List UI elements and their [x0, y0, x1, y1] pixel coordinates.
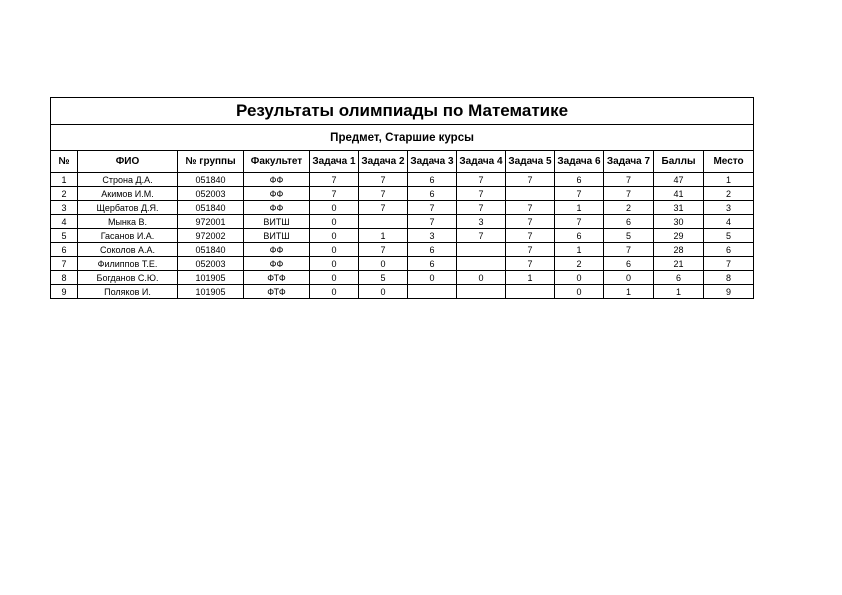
- table-header-row: [51, 151, 754, 173]
- cell-col-score: 21: [654, 257, 704, 271]
- cell-col-task-3: 6: [408, 173, 457, 187]
- cell-col-faculty: ФФ: [244, 173, 310, 187]
- cell-col-task-1: 0: [310, 243, 359, 257]
- cell-col-task-3: [408, 285, 457, 299]
- cell-col-task-6: 0: [555, 271, 604, 285]
- cell-col-task-1: 0: [310, 201, 359, 215]
- cell-col-task-4: 7: [457, 173, 506, 187]
- cell-col-score: 28: [654, 243, 704, 257]
- cell-col-task-6: 1: [555, 243, 604, 257]
- cell-col-task-2: [359, 215, 408, 229]
- cell-col-score: 30: [654, 215, 704, 229]
- header-col-place: Место: [704, 151, 754, 173]
- cell-col-task-1: 0: [310, 229, 359, 243]
- cell-col-task-6: 7: [555, 215, 604, 229]
- cell-col-place: 3: [704, 201, 754, 215]
- cell-col-task-6: 6: [555, 229, 604, 243]
- cell-col-task-5: 7: [506, 243, 555, 257]
- cell-col-name: Мынка В.: [78, 215, 178, 229]
- cell-col-place: 2: [704, 187, 754, 201]
- cell-col-group: 051840: [178, 173, 244, 187]
- table-row: [51, 285, 754, 299]
- cell-col-place: 1: [704, 173, 754, 187]
- cell-col-faculty: ФФ: [244, 201, 310, 215]
- cell-col-name: Гасанов И.А.: [78, 229, 178, 243]
- cell-col-task-2: 7: [359, 173, 408, 187]
- cell-col-task-2: 7: [359, 201, 408, 215]
- cell-col-task-5: 7: [506, 215, 555, 229]
- header-col-name: ФИО: [78, 151, 178, 173]
- cell-col-task-2: 1: [359, 229, 408, 243]
- cell-col-task-4: 3: [457, 215, 506, 229]
- cell-col-task-4: [457, 285, 506, 299]
- cell-col-task-7: 0: [604, 271, 654, 285]
- cell-col-task-1: 0: [310, 257, 359, 271]
- cell-col-score: 31: [654, 201, 704, 215]
- cell-col-number: 5: [51, 229, 78, 243]
- cell-col-task-3: 7: [408, 215, 457, 229]
- cell-col-task-5: 7: [506, 201, 555, 215]
- cell-col-faculty: ФТФ: [244, 271, 310, 285]
- table-row: [51, 215, 754, 229]
- cell-col-group: 052003: [178, 187, 244, 201]
- cell-col-number: 7: [51, 257, 78, 271]
- cell-col-group: 101905: [178, 271, 244, 285]
- cell-col-task-7: 2: [604, 201, 654, 215]
- table-row: [51, 243, 754, 257]
- header-col-task-3: Задача 3: [408, 151, 457, 173]
- cell-col-task-7: 7: [604, 187, 654, 201]
- cell-col-faculty: ФФ: [244, 257, 310, 271]
- page-title: Результаты олимпиады по Математике: [51, 98, 754, 125]
- header-col-faculty: Факультет: [244, 151, 310, 173]
- cell-col-task-1: 7: [310, 187, 359, 201]
- cell-col-faculty: ФФ: [244, 243, 310, 257]
- cell-col-group: 972001: [178, 215, 244, 229]
- cell-col-task-2: 5: [359, 271, 408, 285]
- table-row: [51, 257, 754, 271]
- cell-col-task-5: [506, 285, 555, 299]
- cell-col-task-5: 1: [506, 271, 555, 285]
- cell-col-score: 47: [654, 173, 704, 187]
- cell-col-task-1: 0: [310, 285, 359, 299]
- cell-col-task-3: 3: [408, 229, 457, 243]
- table-body: [51, 173, 754, 299]
- cell-col-task-3: 7: [408, 201, 457, 215]
- table-row: [51, 173, 754, 187]
- cell-col-task-7: 5: [604, 229, 654, 243]
- page-subtitle: Предмет, Старшие курсы: [51, 125, 754, 151]
- cell-col-group: 972002: [178, 229, 244, 243]
- cell-col-task-2: 7: [359, 243, 408, 257]
- results-table: [50, 97, 754, 299]
- header-col-task-6: Задача 6: [555, 151, 604, 173]
- cell-col-task-4: [457, 257, 506, 271]
- cell-col-task-6: 7: [555, 187, 604, 201]
- cell-col-task-1: 0: [310, 271, 359, 285]
- table-row: [51, 271, 754, 285]
- cell-col-task-3: 6: [408, 243, 457, 257]
- cell-col-group: 051840: [178, 201, 244, 215]
- header-col-task-7: Задача 7: [604, 151, 654, 173]
- cell-col-task-4: [457, 243, 506, 257]
- cell-col-name: Строна Д.А.: [78, 173, 178, 187]
- cell-col-number: 8: [51, 271, 78, 285]
- cell-col-task-5: 7: [506, 257, 555, 271]
- header-col-task-5: Задача 5: [506, 151, 555, 173]
- cell-col-name: Акимов И.М.: [78, 187, 178, 201]
- table-row: [51, 229, 754, 243]
- cell-col-number: 2: [51, 187, 78, 201]
- header-col-task-1: Задача 1: [310, 151, 359, 173]
- cell-col-task-1: 7: [310, 173, 359, 187]
- cell-col-task-6: 1: [555, 201, 604, 215]
- cell-col-task-7: 6: [604, 215, 654, 229]
- cell-col-place: 9: [704, 285, 754, 299]
- cell-col-task-7: 7: [604, 243, 654, 257]
- cell-col-task-1: 0: [310, 215, 359, 229]
- cell-col-faculty: ВИТШ: [244, 215, 310, 229]
- header-col-number: №: [51, 151, 78, 173]
- cell-col-task-5: 7: [506, 229, 555, 243]
- cell-col-name: Щербатов Д.Я.: [78, 201, 178, 215]
- header-col-task-2: Задача 2: [359, 151, 408, 173]
- cell-col-task-6: 0: [555, 285, 604, 299]
- cell-col-task-7: 1: [604, 285, 654, 299]
- cell-col-number: 4: [51, 215, 78, 229]
- cell-col-group: 052003: [178, 257, 244, 271]
- cell-col-group: 051840: [178, 243, 244, 257]
- header-col-group: № группы: [178, 151, 244, 173]
- cell-col-score: 41: [654, 187, 704, 201]
- cell-col-task-4: 7: [457, 229, 506, 243]
- cell-col-task-4: 7: [457, 187, 506, 201]
- cell-col-task-2: 0: [359, 285, 408, 299]
- cell-col-task-4: 7: [457, 201, 506, 215]
- cell-col-place: 7: [704, 257, 754, 271]
- cell-col-group: 101905: [178, 285, 244, 299]
- cell-col-score: 1: [654, 285, 704, 299]
- cell-col-task-6: 2: [555, 257, 604, 271]
- cell-col-name: Филиппов Т.Е.: [78, 257, 178, 271]
- cell-col-task-3: 6: [408, 257, 457, 271]
- cell-col-task-2: 0: [359, 257, 408, 271]
- cell-col-task-2: 7: [359, 187, 408, 201]
- cell-col-task-6: 6: [555, 173, 604, 187]
- cell-col-faculty: ФТФ: [244, 285, 310, 299]
- header-col-task-4: Задача 4: [457, 151, 506, 173]
- cell-col-place: 6: [704, 243, 754, 257]
- cell-col-task-5: 7: [506, 173, 555, 187]
- table-row: [51, 201, 754, 215]
- cell-col-task-3: 0: [408, 271, 457, 285]
- results-sheet: [50, 97, 753, 299]
- cell-col-number: 1: [51, 173, 78, 187]
- cell-col-task-3: 6: [408, 187, 457, 201]
- header-col-score: Баллы: [654, 151, 704, 173]
- cell-col-faculty: ВИТШ: [244, 229, 310, 243]
- cell-col-task-7: 6: [604, 257, 654, 271]
- cell-col-task-5: [506, 187, 555, 201]
- cell-col-number: 6: [51, 243, 78, 257]
- cell-col-name: Поляков И.: [78, 285, 178, 299]
- cell-col-name: Богданов С.Ю.: [78, 271, 178, 285]
- cell-col-score: 6: [654, 271, 704, 285]
- cell-col-name: Соколов А.А.: [78, 243, 178, 257]
- cell-col-place: 4: [704, 215, 754, 229]
- cell-col-task-4: 0: [457, 271, 506, 285]
- table-row: [51, 187, 754, 201]
- cell-col-place: 5: [704, 229, 754, 243]
- cell-col-faculty: ФФ: [244, 187, 310, 201]
- cell-col-number: 9: [51, 285, 78, 299]
- cell-col-score: 29: [654, 229, 704, 243]
- cell-col-number: 3: [51, 201, 78, 215]
- cell-col-task-7: 7: [604, 173, 654, 187]
- cell-col-place: 8: [704, 271, 754, 285]
